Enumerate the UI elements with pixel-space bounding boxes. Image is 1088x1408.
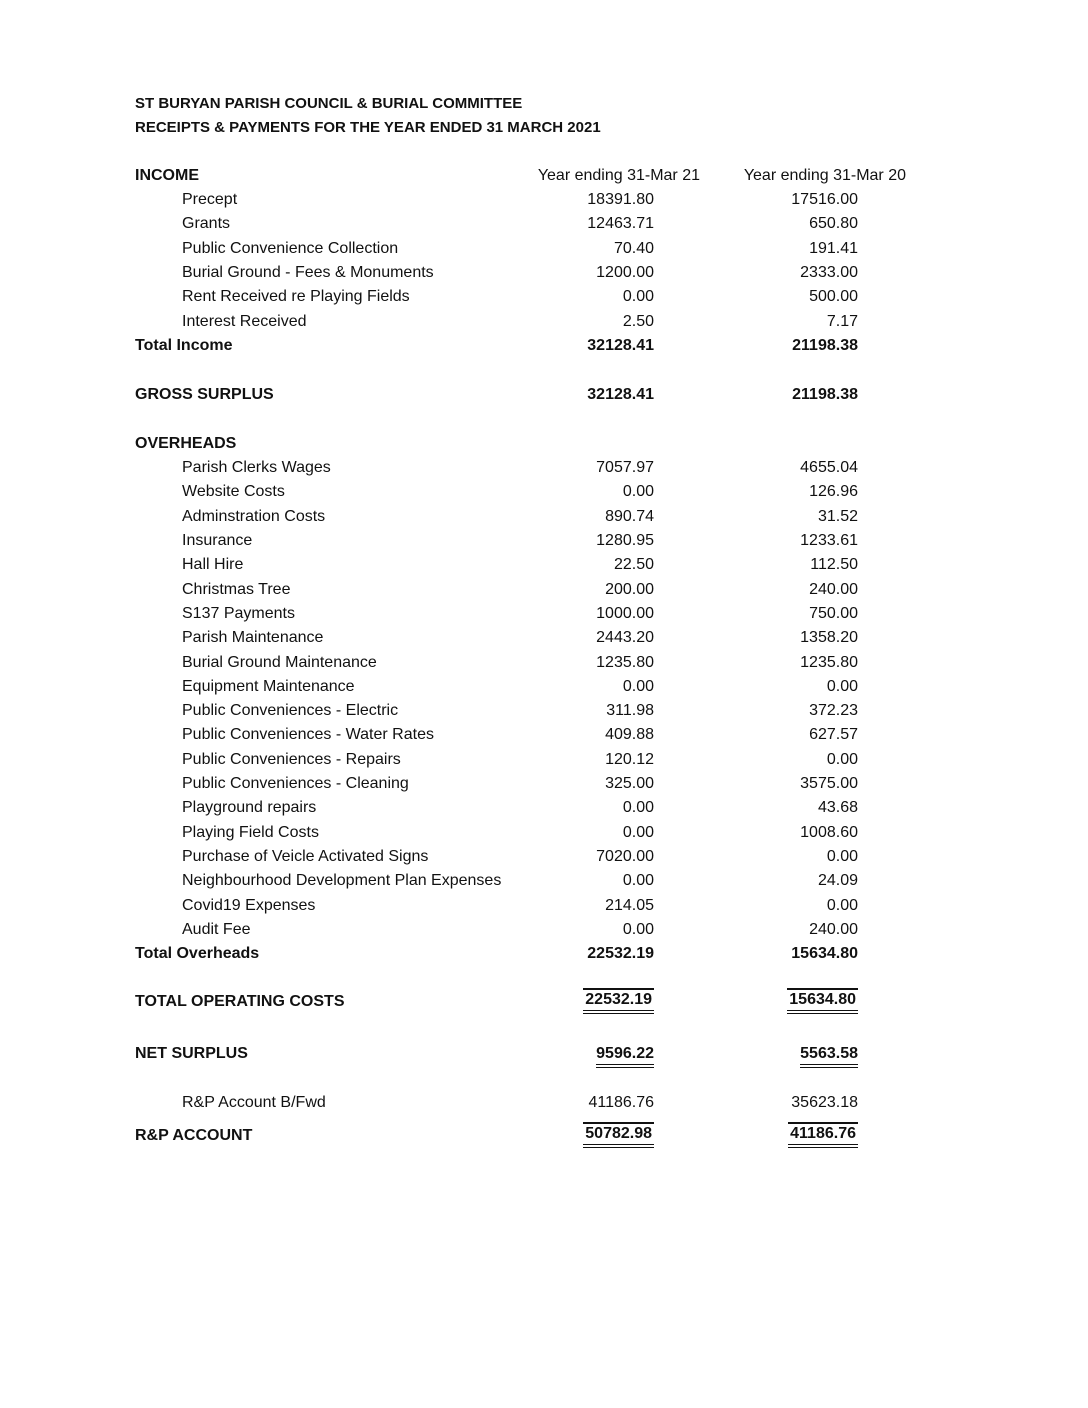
table-row	[0, 188, 1088, 212]
total-operating-costs-label: TOTAL OPERATING COSTS	[135, 993, 345, 1010]
row-label: Rent Received re Playing Fields	[182, 288, 410, 305]
row-value-prior: 750.00	[809, 605, 858, 622]
row-value-prior: 0.00	[826, 897, 858, 914]
row-value-prior: 7.17	[826, 313, 858, 330]
row-value-current: 200.00	[605, 581, 654, 598]
row-label: Burial Ground - Fees & Monuments	[182, 264, 434, 281]
row-value-prior: 1358.20	[800, 629, 858, 646]
row-value-prior: 627.57	[809, 726, 858, 743]
row-value-current: 1200.00	[596, 264, 654, 281]
row-value-prior: 650.80	[809, 215, 858, 232]
table-row	[0, 699, 1088, 723]
row-value-prior: 0.00	[826, 848, 858, 865]
row-label: Christmas Tree	[182, 581, 291, 598]
row-value-current: 214.05	[605, 897, 654, 914]
row-label: Playing Field Costs	[182, 824, 319, 841]
row-label: Equipment Maintenance	[182, 678, 355, 695]
row-value-current: 0.00	[622, 678, 654, 695]
row-value-prior: 4655.04	[800, 459, 858, 476]
row-value-current: 120.12	[605, 751, 654, 768]
column-header-current: Year ending 31-Mar 21	[537, 167, 700, 184]
overheads-heading: OVERHEADS	[135, 435, 237, 452]
table-row	[0, 772, 1088, 796]
rp-bfwd-label: R&P Account B/Fwd	[182, 1094, 326, 1111]
row-value-current: 0.00	[622, 799, 654, 816]
row-label: Public Conveniences - Repairs	[182, 751, 401, 768]
row-value-prior: 126.96	[809, 483, 858, 500]
row-value-prior: 372.23	[809, 702, 858, 719]
total-operating-costs-prior: 15634.80	[787, 988, 858, 1014]
row-value-current: 0.00	[622, 288, 654, 305]
total-income-row	[0, 334, 1088, 358]
table-row	[0, 310, 1088, 334]
row-value-prior: 1233.61	[800, 532, 858, 549]
total-overheads-current: 22532.19	[587, 945, 654, 962]
row-value-current: 1235.80	[596, 654, 654, 671]
row-value-current: 7020.00	[596, 848, 654, 865]
total-operating-costs-row	[0, 990, 1088, 1014]
title-line-2: RECEIPTS & PAYMENTS FOR THE YEAR ENDED 31 MARCH 2021	[135, 119, 601, 136]
overheads-heading-row	[0, 432, 1088, 456]
table-row	[0, 480, 1088, 504]
income-heading: INCOME	[135, 167, 199, 184]
net-surplus-prior: 5563.58	[800, 1044, 858, 1068]
row-label: Public Conveniences - Cleaning	[182, 775, 409, 792]
row-value-current: 0.00	[622, 921, 654, 938]
row-value-prior: 191.41	[809, 240, 858, 257]
gross-surplus-label: GROSS SURPLUS	[135, 386, 274, 403]
net-surplus-label: NET SURPLUS	[135, 1045, 248, 1062]
row-label: Public Conveniences - Electric	[182, 702, 399, 719]
table-row	[0, 651, 1088, 675]
rp-bfwd-row	[0, 1091, 1088, 1115]
row-label: Hall Hire	[182, 556, 244, 573]
row-value-current: 890.74	[605, 508, 654, 525]
row-value-prior: 1235.80	[800, 654, 858, 671]
row-value-current: 311.98	[606, 702, 654, 719]
rp-account-current: 50782.98	[583, 1122, 654, 1148]
table-row	[0, 505, 1088, 529]
row-label: Grants	[182, 215, 231, 232]
row-label: Adminstration Costs	[182, 508, 326, 525]
row-label: Parish Clerks Wages	[182, 459, 331, 476]
total-overheads-row	[0, 942, 1088, 966]
row-label: Neighbourhood Development Plan Expenses	[182, 872, 502, 889]
total-income-label: Total Income	[135, 337, 233, 354]
table-row	[0, 553, 1088, 577]
row-value-prior: 0.00	[826, 678, 858, 695]
total-overheads-label: Total Overheads	[135, 945, 260, 962]
row-value-prior: 17516.00	[791, 191, 858, 208]
row-label: Interest Received	[182, 313, 307, 330]
row-label: Audit Fee	[182, 921, 251, 938]
table-row	[0, 675, 1088, 699]
gross-surplus-prior: 21198.38	[792, 386, 858, 403]
row-label: Public Conveniences - Water Rates	[182, 726, 434, 743]
row-value-prior: 0.00	[826, 751, 858, 768]
row-value-current: 0.00	[622, 824, 654, 841]
row-label: Website Costs	[182, 483, 285, 500]
row-value-prior: 1008.60	[800, 824, 858, 841]
row-value-prior: 24.09	[817, 872, 858, 889]
table-row	[0, 723, 1088, 747]
row-label: Playground repairs	[182, 799, 317, 816]
table-row	[0, 918, 1088, 942]
table-row	[0, 894, 1088, 918]
row-value-current: 2443.20	[596, 629, 654, 646]
table-row	[0, 578, 1088, 602]
table-row	[0, 821, 1088, 845]
row-label: S137 Payments	[182, 605, 295, 622]
row-value-current: 0.00	[622, 483, 654, 500]
row-value-prior: 240.00	[809, 921, 858, 938]
gross-surplus-current: 32128.41	[587, 386, 654, 403]
table-row	[0, 456, 1088, 480]
row-value-current: 22.50	[613, 556, 654, 573]
row-label: Parish Maintenance	[182, 629, 324, 646]
row-value-current: 1280.95	[596, 532, 654, 549]
row-label: Public Convenience Collection	[182, 240, 399, 257]
row-value-current: 409.88	[605, 726, 654, 743]
table-row	[0, 869, 1088, 893]
row-value-current: 18391.80	[587, 191, 654, 208]
net-surplus-row	[0, 1042, 1088, 1066]
total-overheads-prior: 15634.80	[791, 945, 858, 962]
net-surplus-current: 9596.22	[596, 1044, 654, 1068]
row-value-prior: 500.00	[809, 288, 858, 305]
income-header-row	[0, 164, 1088, 188]
rp-account-prior: 41186.76	[788, 1122, 858, 1148]
table-row	[0, 845, 1088, 869]
rp-bfwd-current: 41186.76	[588, 1094, 654, 1111]
total-operating-costs-current: 22532.19	[583, 988, 654, 1014]
row-value-current: 2.50	[622, 313, 654, 330]
table-row	[0, 796, 1088, 820]
row-value-prior: 240.00	[809, 581, 858, 598]
rp-bfwd-prior: 35623.18	[791, 1094, 858, 1111]
row-value-prior: 31.52	[817, 508, 858, 525]
gross-surplus-row	[0, 383, 1088, 407]
row-label: Precept	[182, 191, 238, 208]
row-value-current: 1000.00	[596, 605, 654, 622]
table-row	[0, 626, 1088, 650]
table-row	[0, 529, 1088, 553]
row-label: Insurance	[182, 532, 253, 549]
row-label: Burial Ground Maintenance	[182, 654, 377, 671]
rp-account-label: R&P ACCOUNT	[135, 1127, 253, 1144]
row-label: Purchase of Veicle Activated Signs	[182, 848, 429, 865]
title-line-1: ST BURYAN PARISH COUNCIL & BURIAL COMMITTEE	[135, 95, 523, 112]
total-income-prior: 21198.38	[792, 337, 858, 354]
row-value-prior: 112.50	[810, 556, 858, 573]
table-row	[0, 285, 1088, 309]
column-header-prior: Year ending 31-Mar 20	[743, 167, 906, 184]
table-row	[0, 261, 1088, 285]
table-row	[0, 212, 1088, 236]
rp-account-row	[0, 1124, 1088, 1148]
total-income-current: 32128.41	[587, 337, 654, 354]
table-row	[0, 237, 1088, 261]
row-value-current: 325.00	[605, 775, 654, 792]
row-value-prior: 2333.00	[800, 264, 858, 281]
row-value-current: 7057.97	[596, 459, 654, 476]
row-value-prior: 3575.00	[800, 775, 858, 792]
row-value-current: 0.00	[622, 872, 654, 889]
row-value-prior: 43.68	[817, 799, 858, 816]
table-row	[0, 748, 1088, 772]
row-label: Covid19 Expenses	[182, 897, 316, 914]
table-row	[0, 602, 1088, 626]
row-value-current: 12463.71	[587, 215, 654, 232]
row-value-current: 70.40	[613, 240, 654, 257]
